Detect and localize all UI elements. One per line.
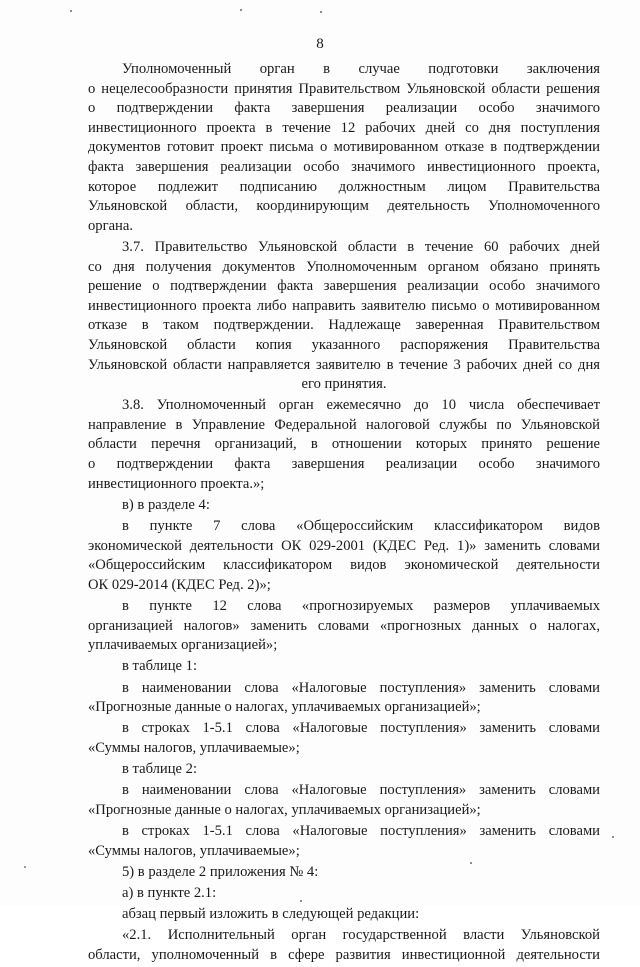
paragraph (88, 496, 600, 516)
paragraph (88, 396, 600, 494)
scan-speck (612, 836, 614, 838)
text-line: Ульяновской области направляется заявителю в течение 3 рабочих дней со дня (88, 356, 600, 373)
text-line: 3.7. Правительство Ульяновской области в течение 60 рабочих дней (122, 238, 600, 255)
paragraph (88, 719, 600, 758)
paragraph (88, 884, 600, 904)
text-line: 5) в разделе 2 приложения № 4: (122, 863, 319, 880)
paragraph (88, 238, 600, 395)
scan-speck (320, 11, 322, 13)
paragraph (88, 905, 600, 925)
text-line: ОК 029-2014 (КДЕС Ред. 2)»; (88, 576, 271, 593)
text-line: «Прогнозные данные о налогах, уплачиваемых организацией»; (88, 801, 481, 818)
scan-speck (300, 900, 302, 902)
paragraph (88, 597, 600, 656)
paragraph (88, 863, 600, 883)
text-line: абзац первый изложить в следующей редакции: (122, 906, 420, 923)
text-line: в таблице 2: (122, 761, 198, 778)
text-line: Уполномоченный орган в случае подготовки заключения (122, 61, 600, 77)
text-line: в строках 1-5.1 слова «Налоговые поступления» заменить словами (122, 720, 600, 737)
text-line: органа. (88, 217, 133, 234)
text-line: факта завершения реализации особо значимого инвестиционного проекта, (88, 158, 600, 175)
text-line: инвестиционного проекта либо направить заявителю письмо о мотивированном (88, 297, 600, 314)
text-line: 3.8. Уполномоченный орган ежемесячно до 10 числа обеспечивает (122, 397, 600, 414)
text-line: Ульяновской области, координирующим деятельность Уполномоченного (88, 198, 600, 215)
text-line: его принятия. (301, 376, 387, 393)
text-line: «Суммы налогов, уплачиваемые»; (88, 842, 300, 859)
text-line: в) в разделе 4: (122, 496, 210, 513)
paragraph (88, 781, 600, 820)
text-line: в наименовании слова «Налоговые поступления» заменить словами (122, 679, 600, 696)
text-line: документов готовит проект письма о мотивированном отказе в подтверждении (88, 139, 600, 156)
text-line: области, уполномоченный в сфере развития инвестиционной деятельности (88, 947, 600, 964)
text-line: уплачиваемых организацией»; (88, 637, 278, 654)
text-line: в строках 1-5.1 слова «Налоговые поступления» заменить словами (122, 823, 600, 840)
paragraph (88, 822, 600, 861)
text-line: о нецелесообразности принятия Правительством Ульяновской области решения (88, 80, 600, 97)
paragraph (88, 679, 600, 718)
text-line: в таблице 1: (122, 658, 198, 675)
text-line: со дня получения документов Уполномоченным органом обязано принять (88, 258, 600, 275)
paragraph (88, 657, 600, 677)
scan-speck (470, 862, 472, 864)
scan-speck (240, 9, 242, 11)
text-line: а) в пункте 2.1: (122, 885, 217, 902)
text-line: отказе в таком подтверждении. Надлежаще заверенная Правительством (88, 317, 600, 334)
paragraph (88, 517, 600, 595)
text-line: Ульяновской области копия указанного распоряжения Правительства (88, 336, 600, 353)
scan-speck (70, 10, 72, 12)
paragraph (88, 60, 600, 236)
text-line: в пункте 7 слова «Общероссийским классификатором видов (122, 518, 600, 535)
text-line: инвестиционного проекта в течение 12 рабочих дней со дня поступления (88, 119, 600, 136)
text-line: «2.1. Исполнительный орган государственной власти Ульяновской (122, 927, 600, 944)
text-line: экономической деятельности ОК 029-2001 (КДЕС Ред. 1)» заменить словами (88, 537, 600, 554)
text-line: которое подлежит подписанию должностным лицом Правительства (88, 178, 600, 195)
text-line: направление в Управление Федеральной налоговой службы по Ульяновской (88, 416, 600, 433)
text-line: организацией налогов» заменить словами «прогнозных данных о налогах, (88, 617, 600, 634)
text-line: «Общероссийским классификатором видов экономической деятельности (88, 557, 600, 574)
text-line: области перечня организаций, в отношении которых принято решение (88, 436, 600, 453)
scan-speck (24, 866, 26, 868)
text-line: о подтверждении факта завершения реализации особо значимого (88, 100, 600, 117)
text-line: инвестиционного проекта.»; (88, 475, 265, 492)
text-line: решение о подтверждении факта завершения реализации особо значимого (88, 278, 600, 295)
paragraph (88, 760, 600, 780)
text-line: в наименовании слова «Налоговые поступления» заменить словами (122, 782, 600, 799)
text-line: в пункте 12 слова «прогнозируемых размеров уплачиваемых (122, 598, 600, 614)
text-line: о подтверждении факта завершения реализации особо значимого (88, 456, 600, 473)
text-line: «Суммы налогов, уплачиваемые»; (88, 739, 300, 756)
document-body (88, 60, 600, 967)
page-number: 8 (316, 36, 324, 52)
text-line: «Прогнозные данные о налогах, уплачиваемых организацией»; (88, 699, 481, 716)
paragraph (88, 926, 600, 965)
